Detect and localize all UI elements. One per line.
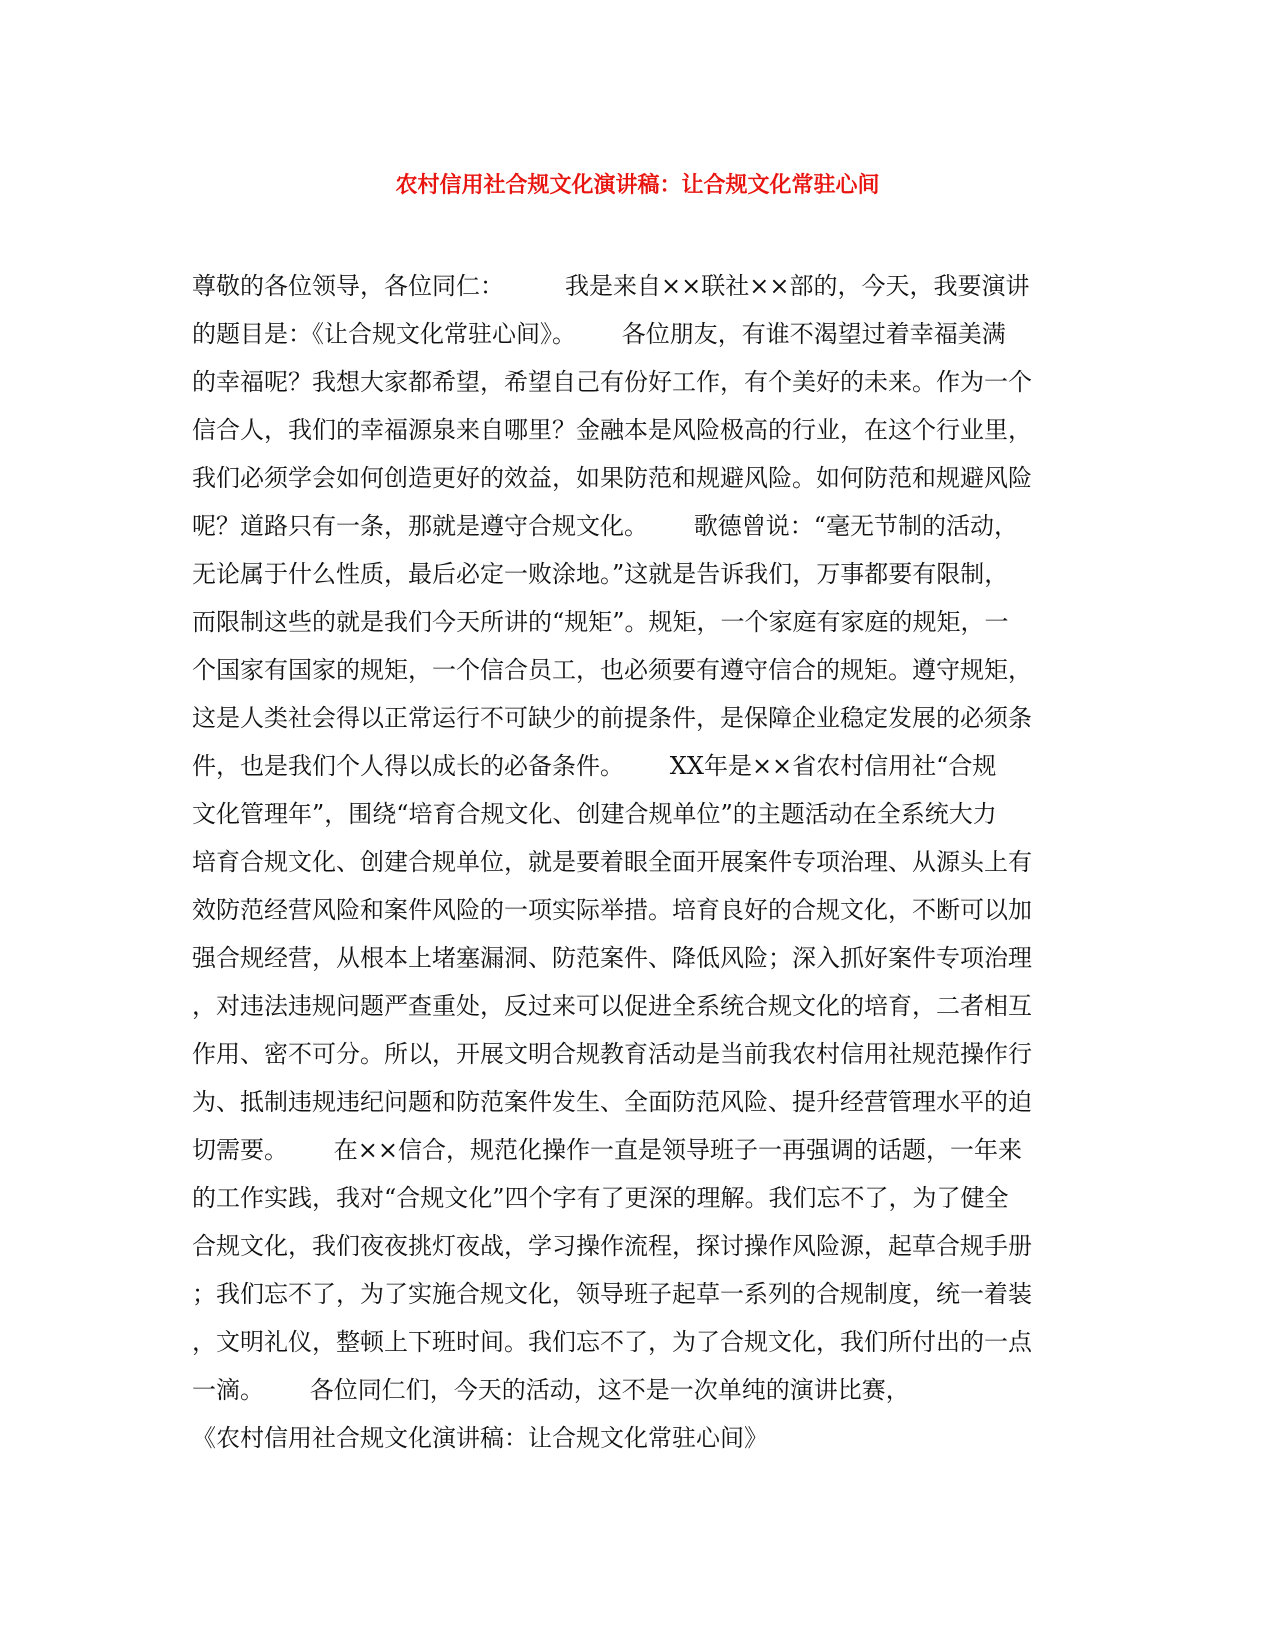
body-line: ；我们忘不了，为了实施合规文化，领导班子起草一系列的合规制度，统一着装: [192, 1280, 1032, 1308]
body-line: 的题目是：《让合规文化常驻心间》。 各位朋友，有谁不渴望过着幸福美满: [192, 320, 1006, 348]
body-line: 个国家有国家的规矩，一个信合员工，也必须要有遵守信合的规矩。遵守规矩，: [192, 656, 1032, 684]
body-line: 尊敬的各位领导，各位同仁： 我是来自××联社××部的，今天，我要演讲: [192, 272, 1030, 300]
body-line: 的工作实践，我对“合规文化”四个字有了更深的理解。我们忘不了，为了健全: [192, 1184, 1009, 1212]
document-body: [192, 262, 1082, 1462]
body-line: 我们必须学会如何创造更好的效益，如果防范和规避风险。如何防范和规避风险: [192, 464, 1032, 492]
body-line: 件，也是我们个人得以成长的必备条件。 XX年是××省农村信用社“合规: [192, 752, 997, 780]
body-line: 无论属于什么性质，最后必定一败涂地。”这就是告诉我们，万事都要有限制，: [192, 560, 1009, 588]
body-line: 文化管理年”，围绕“培育合规文化、创建合规单位”的主题活动在全系统大力: [192, 800, 997, 828]
body-line: 作用、密不可分。所以，开展文明合规教育活动是当前我农村信用社规范操作行: [192, 1040, 1032, 1068]
body-line: 这是人类社会得以正常运行不可缺少的前提条件，是保障企业稳定发展的必须条: [192, 704, 1032, 732]
body-line: 强合规经营，从根本上堵塞漏洞、防范案件、降低风险；深入抓好案件专项治理: [192, 944, 1032, 972]
body-line: 而限制这些的就是我们今天所讲的“规矩”。规矩，一个家庭有家庭的规矩，一: [192, 608, 1009, 636]
body-line: 培育合规文化、创建合规单位，就是要着眼全面开展案件专项治理、从源头上有: [192, 848, 1032, 876]
body-line: 切需要。 在××信合，规范化操作一直是领导班子一再强调的话题，一年来: [192, 1136, 1022, 1164]
body-line: 呢？道路只有一条，那就是遵守合规文化。 歌德曾说：“毫无节制的活动，: [192, 512, 1019, 540]
body-line: 的幸福呢？我想大家都希望，希望自己有份好工作，有个美好的未来。作为一个: [192, 368, 1032, 396]
body-line: 为、抵制违规违纪问题和防范案件发生、全面防范风险、提升经营管理水平的迫: [192, 1088, 1032, 1116]
body-line: 信合人，我们的幸福源泉来自哪里？金融本是风险极高的行业，在这个行业里，: [192, 416, 1032, 444]
body-line: ，文明礼仪，整顿上下班时间。我们忘不了，为了合规文化，我们所付出的一点: [192, 1328, 1032, 1356]
body-line: 合规文化，我们夜夜挑灯夜战，学习操作流程，探讨操作风险源，起草合规手册: [192, 1232, 1032, 1260]
body-line-footer-title: 《农村信用社合规文化演讲稿：让合规文化常驻心间》: [192, 1424, 768, 1452]
document-title: 农村信用社合规文化演讲稿：让合规文化常驻心间: [395, 172, 880, 198]
body-line: 一滴。 各位同仁们，今天的活动，这不是一次单纯的演讲比赛，: [192, 1376, 910, 1404]
body-line: 效防范经营风险和案件风险的一项实际举措。培育良好的合规文化，不断可以加: [192, 896, 1032, 924]
body-line: ，对违法违规问题严查重处，反过来可以促进全系统合规文化的培育，二者相互: [192, 992, 1032, 1020]
